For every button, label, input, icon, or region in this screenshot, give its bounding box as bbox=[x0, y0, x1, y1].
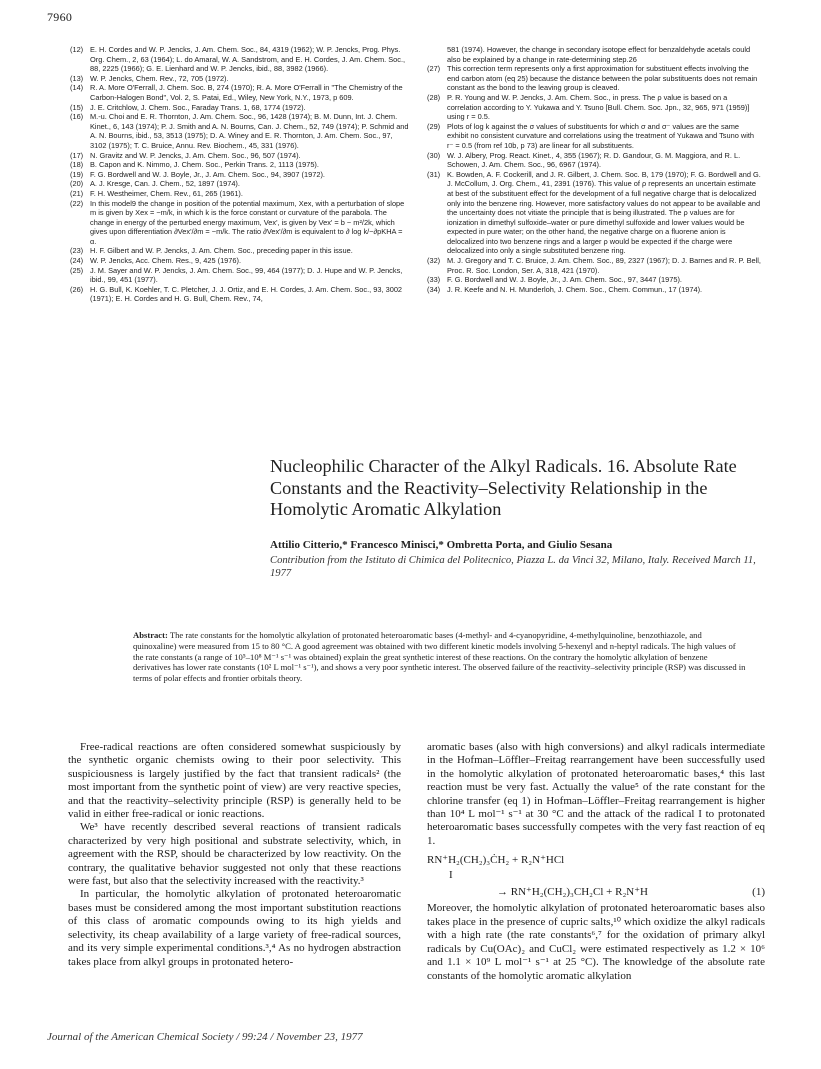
page-number: 7960 bbox=[47, 10, 73, 24]
reference-number: (34) bbox=[427, 284, 441, 294]
reference-text: H. F. Gilbert and W. P. Jencks, J. Am. Chem. Soc., preceding paper in this issue. bbox=[90, 246, 353, 256]
reference-item bbox=[70, 256, 410, 266]
received-date: Received March 11, 1977 bbox=[270, 554, 756, 579]
equation-line-2: I bbox=[449, 868, 453, 881]
reference-text: J. M. Sayer and W. P. Jencks, J. Am. Chem. Soc., 99, 464 (1977); D. J. Hupe and W. P. Jencks, ibid., 99, 451 (1977). bbox=[90, 265, 403, 285]
reference-number: (23) bbox=[70, 246, 84, 256]
reference-item bbox=[70, 74, 410, 84]
reference-number: (33) bbox=[427, 275, 441, 285]
reference-item bbox=[70, 112, 410, 150]
body-paragraph: aromatic bases (also with high conversions) and alkyl radicals intermediate in the Hofman–Löffler–Freitag rearrangement have been successfully used in the homolytic alkylation of protonated heteroaromatic bases,⁴ this last reaction must be very fast. Actually the value⁵ of the rate constant for the chlorine transfer (eq 1) in Hofman–Löffler–Freitag rearrangement is higher than 10⁴ L mol⁻¹ s⁻¹ at 30 °C and the attack of the radical I to protonated heteroaromatic bases successfully competes with the very fast reaction of eq 1. bbox=[427, 741, 765, 847]
reference-number: (32) bbox=[427, 256, 441, 266]
reference-text: W. J. Albery, Prog. React. Kinet., 4, 355 (1967); R. D. Gandour, G. M. Maggiora, and R. L. Schowen, J. Am. Chem. Soc., 96, 6967 (1974). bbox=[447, 150, 741, 170]
reference-item bbox=[427, 170, 762, 256]
reference-item bbox=[427, 122, 762, 151]
reference-text: This correction term represents only a first approximation for substituent effects involving the end carbon atom (eq 25) because the distance between the polar substituents does not remain constant as the bond to the leaving group is cleaved. bbox=[447, 64, 758, 93]
reference-text: F. G. Bordwell and W. J. Boyle, Jr., J. Am. Chem. Soc., 97, 3447 (1975). bbox=[447, 275, 682, 285]
reference-text: J. E. Critchlow, J. Chem. Soc., Faraday Trans. 1, 68, 1774 (1972). bbox=[90, 102, 306, 112]
reference-text: J. R. Keefe and N. H. Munderloh, J. Chem. Soc., Chem. Commun., 17 (1974). bbox=[447, 284, 703, 294]
reference-text: N. Gravitz and W. P. Jencks, J. Am. Chem. Soc., 96, 507 (1974). bbox=[90, 150, 301, 160]
reference-number: (30) bbox=[427, 150, 441, 160]
reference-text: M.-u. Choi and E. R. Thornton, J. Am. Chem. Soc., 96, 1428 (1974); B. M. Dunn, Int. J. Chem. Kinet., 6, 143 (1974); P. J. Smith and A. N. Bourns, Can. J. Chem., 52, 749 (1974); P. Schmid and A. N. Bourns, ibid., 53, 3513 (1975); D. A. Winey and E. R. Thornton, J. Am. Chem. Soc., 97, 3102 (1975); T. C. Bruice, Annu. Rev. Biochem., 45, 331 (1976). bbox=[90, 112, 409, 150]
reference-number: (22) bbox=[70, 198, 84, 208]
reference-text: W. P. Jencks, Chem. Rev., 72, 705 (1972). bbox=[90, 73, 229, 83]
reference-text: M. J. Gregory and T. C. Bruice, J. Am. Chem. Soc., 89, 2327 (1967); D. J. Barnes and R. P. Bell, Proc. R. Soc. London, Ser. A, 318, 421 (1970). bbox=[447, 256, 761, 275]
equation-product: → RN⁺H₂(CH₂)₃CH₂Cl + R₂N⁺H bbox=[497, 886, 648, 899]
reference-number: (17) bbox=[70, 150, 84, 160]
reference-item bbox=[427, 275, 762, 285]
reference-text: P. R. Young and W. P. Jencks, J. Am. Chem. Soc., in press. The ρ value is based on a correlation according to Y. Yukawa and Y. Tsuno [Bull. Chem. Soc. Jpn., 32, 965, 971 (1959)] using r = 0.5. bbox=[447, 92, 750, 122]
reference-text: A. J. Kresge, Can. J. Chem., 52, 1897 (1974). bbox=[90, 179, 240, 189]
body-right-column bbox=[427, 741, 765, 983]
reference-number: (31) bbox=[427, 169, 441, 179]
reference-number: (15) bbox=[70, 102, 84, 112]
reference-number: (19) bbox=[70, 169, 84, 179]
reference-number: (24) bbox=[70, 256, 84, 266]
reference-text: 581 (1974). However, the change in secondary isotope effect for benzaldehyde acetals could also be explained by a change in rate-determining step.26 bbox=[447, 45, 751, 64]
reference-number bbox=[427, 45, 447, 64]
reference-item bbox=[70, 151, 410, 161]
equation-line-3 bbox=[427, 886, 765, 899]
journal-footer: Journal of the American Chemical Society / 99:24 / November 23, 1977 bbox=[47, 1031, 363, 1043]
reference-number: (20) bbox=[70, 179, 84, 189]
reference-number: (16) bbox=[70, 112, 84, 122]
reference-number: (21) bbox=[70, 188, 84, 198]
abstract-label: Abstract: bbox=[133, 630, 168, 640]
reference-number: (12) bbox=[70, 45, 84, 54]
reference-item bbox=[70, 103, 410, 113]
abstract bbox=[133, 630, 747, 684]
reference-text: Plots of log k against the σ values of substituents for which σ and σ⁻ values are the same exhibit no consistent curvature and correlations using the treatment of Yukawa and Tsuno with r⁻ = 0.5 (from ref 10b, p 73) are linear for all substituents. bbox=[447, 121, 755, 150]
reference-number: (13) bbox=[70, 73, 84, 83]
reference-item bbox=[70, 246, 410, 256]
reference-item bbox=[427, 256, 762, 275]
reference-item bbox=[427, 285, 762, 295]
body-left-column bbox=[68, 741, 401, 969]
reference-number: (25) bbox=[70, 265, 84, 275]
reference-text: H. G. Bull, K. Koehler, T. C. Pletcher, J. J. Ortiz, and E. H. Cordes, J. Am. Chem. Soc., 93, 3002 (1971); E. H. Cordes and H. G. Bull, Chem. Rev., 74, bbox=[90, 284, 403, 304]
reference-text: F. H. Westheimer, Chem. Rev., 61, 265 (1961). bbox=[90, 188, 243, 198]
reference-item bbox=[70, 170, 410, 180]
reference-item bbox=[427, 64, 762, 93]
reference-text: E. H. Cordes and W. P. Jencks, J. Am. Chem. Soc., 84, 4319 (1962); W. P. Jencks, Prog. Phys. Org. Chem., 2, 63 (1964); L. do Amaral, W. A. Sandstrom, and E. H. Cordes, J. Am. Chem. Soc., 88, 2225 (1966); G. E. Lienhard and W. P. Jencks, ibid., 88, 3982 (1966). bbox=[90, 45, 406, 74]
body-paragraph: In particular, the homolytic alkylation of protonated heteroaromatic bases must be considered among the most important substitution reactions of this class of aromatic compounds owing to its high yields and selectivity, its cheap availability of a large variety of free-radical sources, and its very simple experimental conditions.³,⁴ As no hydrogen abstraction takes place from alkyl groups in protonated hetero- bbox=[68, 888, 401, 968]
equation-line-1: RN⁺H₂(CH₂)₃ĊH₂ + R₂N⁺HCl bbox=[427, 854, 565, 867]
reference-item bbox=[70, 285, 410, 304]
reference-text: B. Capon and K. Nimmo, J. Chem. Soc., Perkin Trans. 2, 1113 (1975). bbox=[90, 160, 319, 170]
reference-number: (14) bbox=[70, 83, 84, 93]
equation-1 bbox=[427, 854, 765, 899]
references-right-column bbox=[427, 45, 762, 294]
reference-text: W. P. Jencks, Acc. Chem. Res., 9, 425 (1976). bbox=[90, 256, 242, 266]
abstract-text: The rate constants for the homolytic alkylation of protonated heteroaromatic bases (4-methyl- and 4-cyanopyridine, 4-methylquinoline, benzothiazole, and quinoxaline) were measured from 15 to 80 °C. A good agreement was obtained with two different kinetic models involving 5-hexenyl and n-heptyl radicals. The high values of the rate constants (a range of 10⁵–10⁸ M⁻¹ s⁻¹ was obtained) explain the great synthetic interest of these reactions. On the contrary the homolytic alkylation of benzene derivatives has lower rate constants (10² L mol⁻¹ s⁻¹), and shows a very poor synthetic interest. The observed failure of the reactivity–selectivity principle (RSP) was discussed in terms of polar effects and frontier orbitals theory. bbox=[133, 630, 746, 684]
article-header bbox=[270, 456, 760, 580]
reference-item bbox=[427, 45, 762, 64]
reference-number: (29) bbox=[427, 121, 441, 131]
reference-text: K. Bowden, A. F. Cockerill, and J. R. Gilbert, J. Chem. Soc. B, 179 (1970); F. G. Bordwell and G. J. McCollum, J. Org. Chem., 41, 2391 (1976). This value of ρ represents an uncertain estimate at best of the substituent effect for the development of a full negative charge that is delocalized only into the benzene ring. However, more satisfactory values do not appear to be available and the uncertainty does not vitiate the principle that is being illustrated. The ρ values are for ionization in dimethyl sulfoxide–water or pure dimethyl sulfoxide and lower values would be expected in pure water; on the other hand, the negative charge on a fluorene anion is delocalized into two benzene rings and a larger ρ would be expected if the charge were delocalized into only a single substituted benzene ring. bbox=[447, 169, 761, 256]
reference-number: (28) bbox=[427, 92, 441, 102]
reference-item bbox=[70, 45, 410, 74]
reference-item bbox=[70, 189, 410, 199]
reference-text: R. A. More O'Ferrall, J. Chem. Soc. B, 274 (1970); R. A. More O'Ferrall in "The Chemistry of the Carbon-Halogen Bond", Vol. 2, S. Patai, Ed., Wiley, New York, N.Y., 1973, p 609. bbox=[90, 83, 403, 102]
article-title: Nucleophilic Character of the Alkyl Radicals. 16. Absolute Rate Constants and the Reactivity–Selectivity Relationship in the Homolytic Aromatic Alkylation bbox=[270, 456, 737, 519]
reference-text: In this model9 the change in position of the potential maximum, Xex, with a perturbation of slope m is given by Xex = −m/k, in which k is the force constant or curvature of the parabola. The change in energy of the perturbed energy maximum, Vex', is given by Vex' = b − m²/2k, which gives upon differentiation ∂Vex'/∂m = −m/k. The ratio ∂Vex'/∂m is equivalent to ∂ log k/−∂pKHA = α. bbox=[90, 198, 405, 246]
body-paragraph: Free-radical reactions are often considered somewhat suspiciously by the synthetic organic chemists owing to their poor selectivity. This suspiciousness is largely justified by the fact that transient radicals² (the most important from the synthetic point of view) are very reactive species, and that the reactivity–selectivity principle (RSP) is generally held to be valid in either free-radical or ionic reactions. bbox=[68, 741, 401, 821]
reference-text: F. G. Bordwell and W. J. Boyle, Jr., J. Am. Chem. Soc., 94, 3907 (1972). bbox=[90, 169, 325, 179]
article-affiliation bbox=[270, 554, 760, 580]
reference-item bbox=[70, 179, 410, 189]
body-paragraph: Moreover, the homolytic alkylation of protonated heteroaromatic bases also takes place in the presence of cupric salts,¹⁰ which oxidize the alkyl radicals with a high rate (the rate constants⁶,⁷ for the oxidation of primary alkyl radicals by Cu(OAc)₂ and CuCl₂ were estimated respectively as 1.2 × 10⁶ and 1.1 × 10⁹ L mol⁻¹ s⁻¹ at 25 °C). The knowledge of the absolute rate constants of the homolytic aromatic alkylation bbox=[427, 902, 765, 982]
equation-number: (1) bbox=[752, 886, 765, 899]
reference-number: (18) bbox=[70, 160, 84, 170]
reference-item bbox=[70, 83, 410, 102]
reference-item bbox=[70, 199, 410, 247]
body-paragraph: We³ have recently described several reactions of transient radicals characterized by very high positional and substrate selectivity, which, in agreement with the RSP, should be characterized by low reactivity. On the contrary, the qualitative behavior suggested not only that these reactions were fast, but also that the selectivity increased with the reactivity.³ bbox=[68, 821, 401, 888]
reference-item bbox=[427, 93, 762, 122]
reference-item bbox=[70, 160, 410, 170]
reference-item bbox=[70, 266, 410, 285]
article-authors: Attilio Citterio,* Francesco Minisci,* Ombretta Porta, and Giulio Sesana bbox=[270, 538, 613, 551]
reference-number: (26) bbox=[70, 284, 84, 294]
references-left-column bbox=[70, 45, 410, 304]
reference-number: (27) bbox=[427, 64, 441, 74]
affiliation-text: Contribution from the Istituto di Chimica del Politecnico, Piazza L. da Vinci 32, Milano, Italy. bbox=[270, 554, 670, 566]
reference-item bbox=[427, 151, 762, 170]
